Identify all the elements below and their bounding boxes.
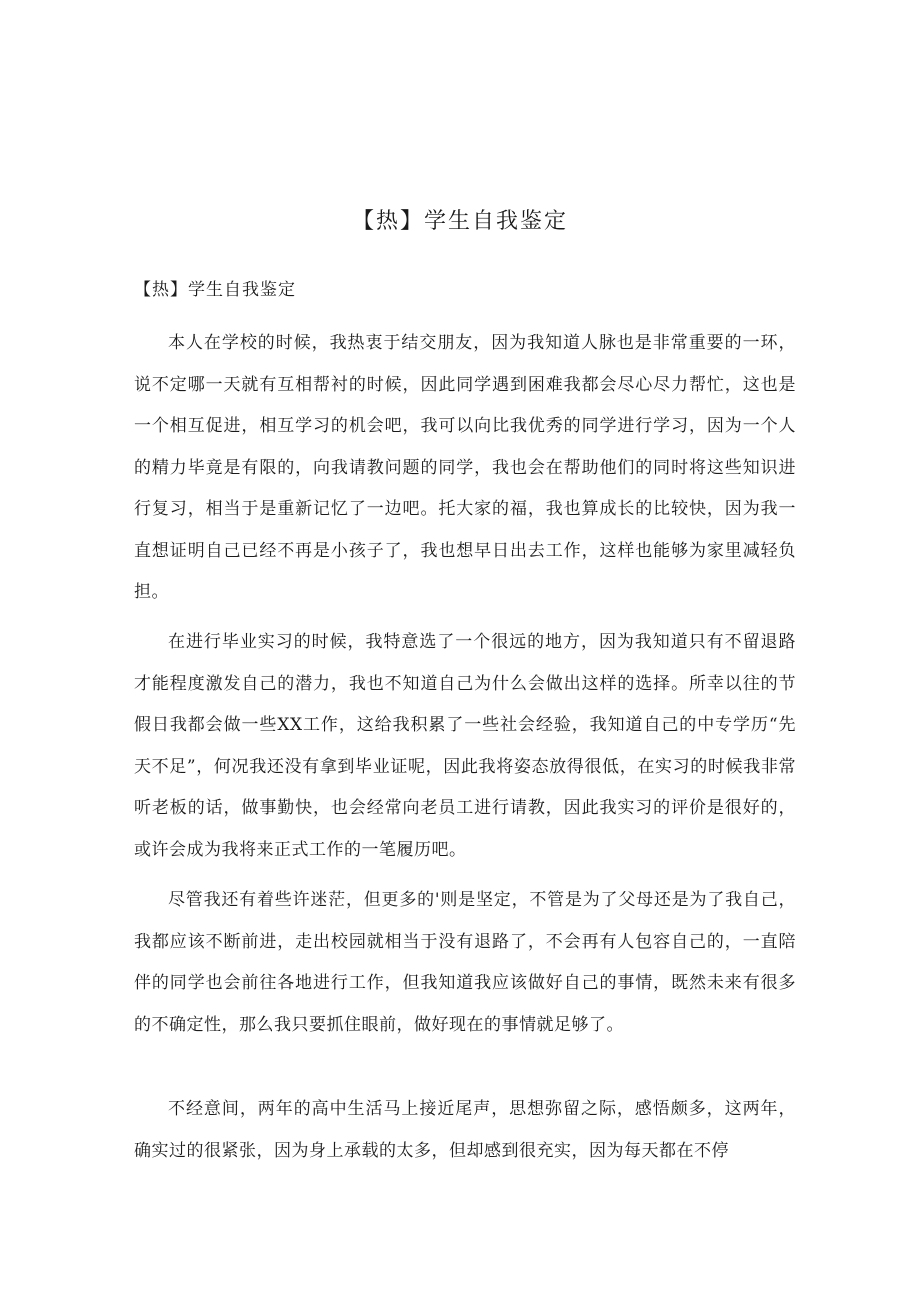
document-title: 【热】学生自我鉴定 — [351, 209, 568, 234]
paragraph-3: 尽管我还有着些许迷茫，但更多的'则是坚定，不管是为了父母还是为了我自己，我都应该不断前进，走出校园就相当于没有退路了，不会再有人包容自己的，一直陪伴的同学也会前往各地进行工作，但我知道我应该做好自己的事情，既然未来有很多的不确定性，那么我只要抓住眼前，做好现在的事情就足够了。 — [134, 890, 796, 1035]
paragraph-4: 不经意间，两年的高中生活马上接近尾声，思想弥留之际，感悟颇多，这两年，确实过的很紧张，因为身上承载的太多，但却感到很充实，因为每天都在不停 — [134, 1099, 796, 1161]
paragraph-2: 在进行毕业实习的时候，我特意选了一个很远的地方，因为我知道只有不留退路才能程度激发自己的潜力，我也不知道自己为什么会做出这样的选择。所幸以往的节假日我都会做一些XX工作，这给我积累了一些社会经验，我知道自己的中专学历“先天不足”，何况我还没有拿到毕业证呢，因此我将姿态放得很低，在实习的时候我非常听老板的话，做事勤快，也会经常向老员工进行请教，因此我实习的评价是很好的，或许会成为我将来正式工作的一笔履历吧。 — [134, 632, 796, 860]
document-subtitle: 【热】学生自我鉴定 — [134, 280, 296, 300]
paragraph-1: 本人在学校的时候，我热衷于结交朋友，因为我知道人脉也是非常重要的一环，说不定哪一天就有互相帮衬的时候，因此同学遇到困难我都会尽心尽力帮忙，这也是一个相互促进，相互学习的机会吧，我可以向比我优秀的同学进行学习，因为一个人的精力毕竟是有限的，向我请教问题的同学，我也会在帮助他们的同时将这些知识进行复习，相当于是重新记忆了一边吧。托大家的福，我也算成长的比较快，因为我一直想证明自己已经不再是小孩子了，我也想早日出去工作，这样也能够为家里减轻负担。 — [134, 333, 796, 602]
